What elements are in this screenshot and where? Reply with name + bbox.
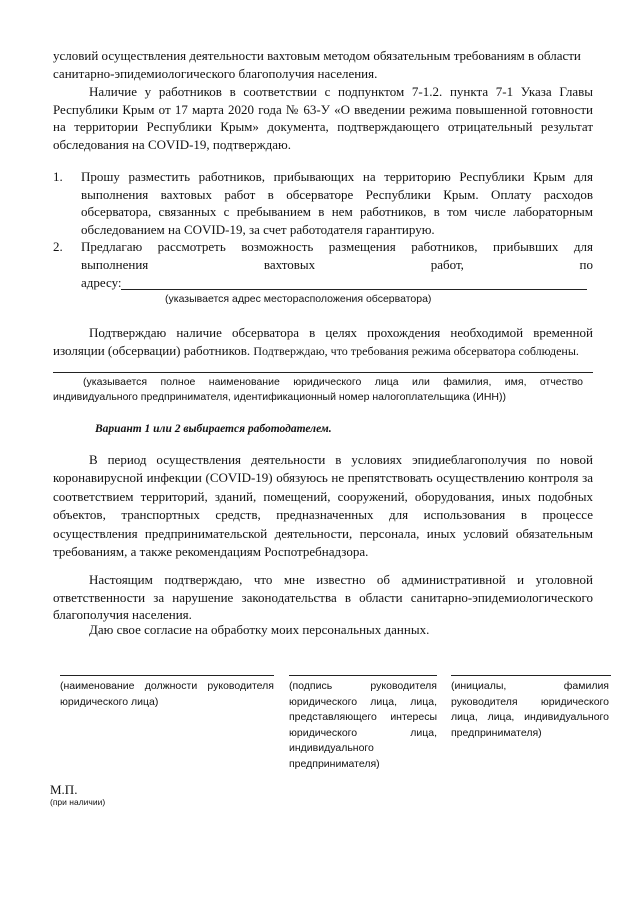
top-paragraph-line1: условий осуществления деятельности вахтовым методом обязательным требованиям в области	[53, 48, 581, 63]
availability-paragraph: Наличие у работников в соответствии с подпунктом 7-1.2. пункта 7-1 Указа Главы Республики Крым от 17 марта 2020 года № 63-У «О введении режима повышенной готовности на территории Республики Крым» документа, подтверждающего отрицательный результат обследования на COVID-19, подтверждаю.	[53, 84, 593, 152]
entity-line	[53, 372, 593, 373]
item-1-number: 1.	[53, 169, 63, 184]
signature-caption: (подпись руководителя юридического лица, лица, представляющего интересы юридического лица, индивидуального предпринимателя)	[289, 680, 437, 770]
item-2-text: Предлагаю рассмотреть возможность размещения работников, прибывших для	[81, 239, 593, 254]
signature-line	[289, 675, 437, 676]
initials-caption: (инициалы, фамилия руководителя юридического лица, лица, индивидуального предпринимателя)	[451, 680, 609, 739]
awareness-paragraph: Настоящим подтверждаю, что мне известно об административной и уголовной ответственности за нарушение законодательства в области санитарно-эпидемиологического благополучия населения.	[53, 572, 593, 622]
item-2-word: по	[579, 257, 593, 272]
position-caption: (наименование должности руководителя юридического лица)	[60, 680, 274, 708]
consent-text: Даю свое согласие на обработку моих персональных данных.	[89, 622, 430, 637]
item-1-text: Прошу разместить работников, прибывающих на территорию Республики Крым для выполнения вахтовых работ в обсерваторе Республики Крым. Оплату расходов обсерватора, связанных с пребыванием в нем работников, в том числе лабораторным обследованием на COVID-19, за счет работодателя гарантирую.	[81, 169, 593, 237]
stamp-note: (при наличии)	[50, 797, 106, 807]
stamp-label: М.П.	[50, 782, 78, 797]
address-label: адресу:	[81, 275, 122, 290]
confirm-part2: Подтверждаю, что требования режима обсерватора соблюдены.	[253, 343, 579, 358]
variant-note: Вариант 1 или 2 выбирается работодателем.	[95, 423, 332, 435]
initials-line	[451, 675, 611, 676]
confirm-part1: Подтверждаю наличие обсерватора в целях прохождения необходимой временной изоляции (обсервации) работников.	[53, 325, 593, 358]
item-2-number: 2.	[53, 239, 63, 254]
item-2-word: работ,	[430, 257, 464, 272]
item-2-words-row	[81, 256, 593, 274]
top-paragraph-line2: санитарно-эпидемиологического благополучия населения.	[53, 66, 378, 81]
address-caption: (указывается адрес месторасположения обсерватора)	[165, 293, 432, 305]
entity-caption: (указывается полное наименование юридического лица или фамилия, имя, отчество индивидуального предпринимателя, идентификационный номер налогоплательщика (ИНН))	[53, 376, 583, 403]
confirm-paragraph	[53, 324, 593, 360]
period-paragraph: В период осуществления деятельности в условиях эпидиеблагополучия по новой коронавирусной инфекции (COVID-19) обязуюсь не препятствовать осуществлению контроля за соответствием территорий, зданий, помещений, сооружений, оборудования, иных подобных объектов, транспортных средств, предназначенных для использования в процессе осуществления предпринимательской деятельности, персонала, иных условий обязательным требованиям, а также рекомендациям Роспотребнадзора.	[53, 452, 593, 560]
address-line	[121, 289, 587, 290]
position-line	[60, 675, 274, 676]
item-2-word: вахтовых	[263, 257, 316, 272]
item-2-word: выполнения	[81, 257, 149, 272]
